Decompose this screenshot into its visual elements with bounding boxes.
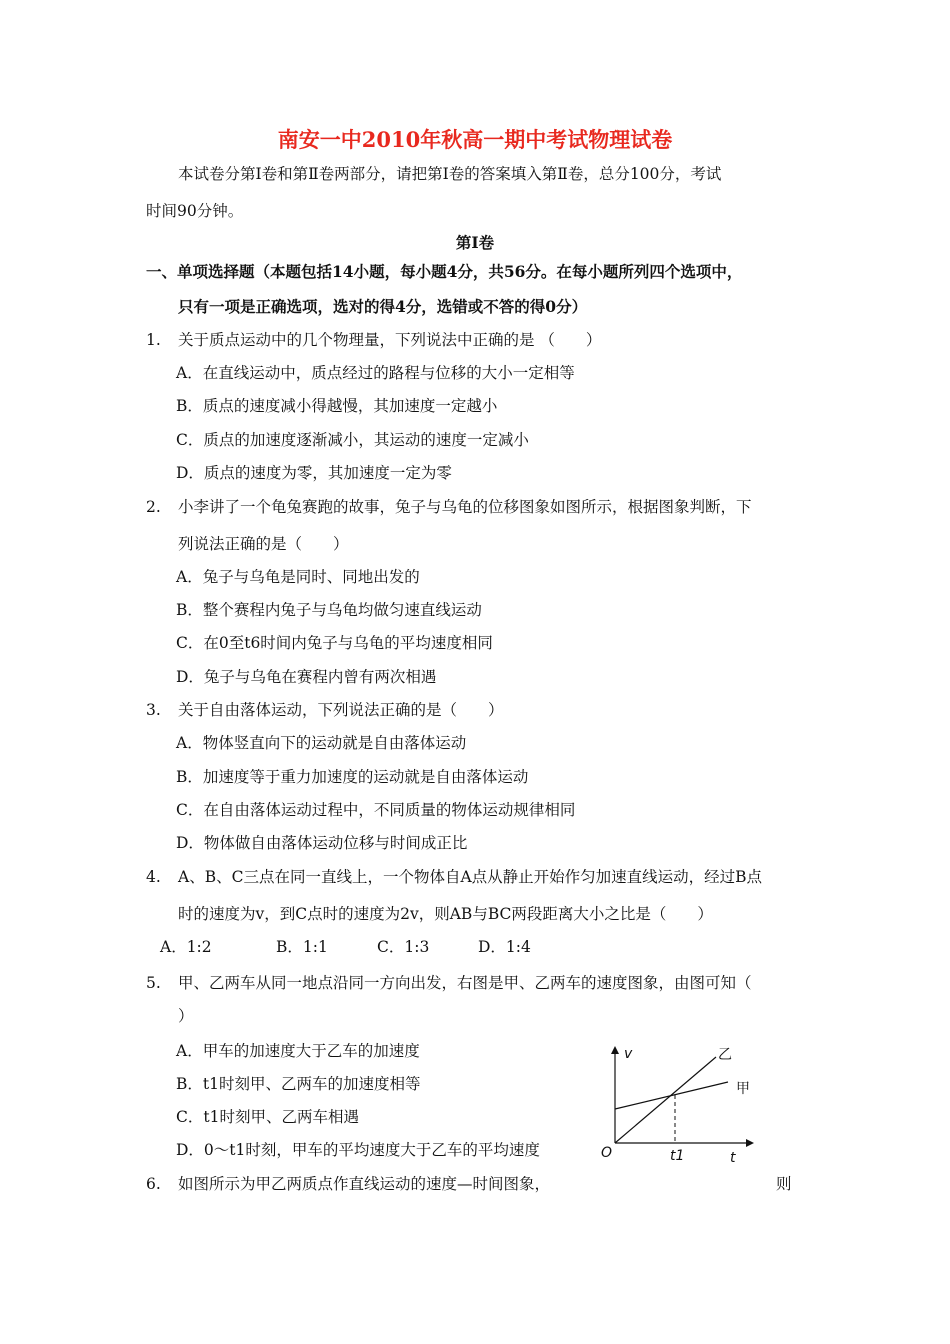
question-5-stem-line-2: ）: [178, 1007, 194, 1025]
line-jia-label: 甲: [736, 1081, 750, 1097]
question-3-option-a: A．物体竖直向下的运动就是自由落体运动: [176, 734, 467, 752]
origin-label: O: [601, 1145, 613, 1161]
question-1-option-a: A．在直线运动中，质点经过的路程与位移的大小一定相等: [176, 364, 575, 382]
question-2-stem-line-1: 小李讲了一个龟兔赛跑的故事，兔子与乌龟的位移图象如图所示，根据图象判断，下: [178, 498, 752, 516]
t-axis-label: t: [730, 1150, 736, 1166]
intro-line-1: 本试卷分第Ⅰ卷和第Ⅱ卷两部分，请把第Ⅰ卷的答案填入第Ⅱ卷，总分100分，考试: [178, 165, 722, 183]
question-5-stem-line-1: 甲、乙两车从同一地点沿同一方向出发，右图是甲、乙两车的速度图象，由图可知（: [178, 974, 752, 992]
question-1-number: 1.: [146, 331, 161, 349]
question-6-number: 6.: [146, 1175, 161, 1193]
question-3-option-d: D．物体做自由落体运动位移与时间成正比: [176, 834, 468, 852]
question-4-stem-line-1: A、B、C三点在同一直线上，一个物体自A点从静止开始作匀加速直线运动，经过B点: [178, 868, 763, 886]
question-4-number: 4.: [146, 868, 161, 886]
v-axis-label: v: [624, 1046, 633, 1062]
t1-label: t1: [670, 1148, 685, 1164]
question-1-option-d: D．质点的速度为零，其加速度一定为零: [176, 464, 452, 482]
question-6-stem: 如图所示为甲乙两质点作直线运动的速度—时间图象，: [178, 1175, 551, 1193]
question-5-option-a: A．甲车的加速度大于乙车的加速度: [176, 1042, 420, 1060]
question-4-option-c: C．1:3: [377, 938, 430, 956]
question-2-stem-line-2: 列说法正确的是（ ）: [178, 535, 349, 553]
v-axis-arrow: [611, 1046, 619, 1054]
question-4-option-d: D．1:4: [478, 938, 531, 956]
question-1-option-b: B．质点的速度减小得越慢，其加速度一定越小: [176, 397, 498, 415]
line-yi-label: 乙: [718, 1047, 732, 1063]
velocity-time-graph: [598, 1040, 758, 1170]
question-6-stem-end: 则: [776, 1175, 792, 1193]
section-1-heading-line-2: 只有一项是正确选项，选对的得4分，选错或不答的得0分）: [178, 297, 588, 316]
line-yi: [615, 1057, 716, 1143]
question-3-stem: 关于自由落体运动，下列说法正确的是（ ）: [178, 701, 504, 719]
question-2-number: 2.: [146, 498, 161, 516]
question-5-option-b: B．t1时刻甲、乙两车的加速度相等: [176, 1075, 421, 1093]
question-2-option-d: D．兔子与乌龟在赛程内曾有两次相遇: [176, 668, 437, 686]
question-5-option-c: C．t1时刻甲、乙两车相遇: [176, 1108, 359, 1126]
question-2-option-a: A．兔子与乌龟是同时、同地出发的: [176, 568, 420, 586]
question-3-number: 3.: [146, 701, 161, 719]
question-1-stem: 关于质点运动中的几个物理量，下列说法中正确的是 （ ）: [178, 331, 602, 349]
t-axis-arrow: [746, 1139, 754, 1147]
question-2-option-b: B．整个赛程内兔子与乌龟均做匀速直线运动: [176, 601, 482, 619]
question-4-option-a: A．1:2: [160, 938, 212, 956]
section-1-heading-line-1: 一、单项选择题（本题包括14小题，每小题4分，共56分。在每小题所列四个选项中，: [146, 262, 743, 281]
question-4-stem-line-2: 时的速度为v，到C点时的速度为2v，则AB与BC两段距离大小之比是（ ）: [178, 905, 713, 923]
intro-line-2: 时间90分钟。: [146, 202, 244, 220]
question-3-option-b: B．加速度等于重力加速度的运动就是自由落体运动: [176, 768, 529, 786]
question-4-option-b: B．1:1: [276, 938, 328, 956]
question-5-option-d: D．0～t1时刻，甲车的平均速度大于乙车的平均速度: [176, 1141, 540, 1159]
part-1-heading: 第Ⅰ卷: [455, 233, 495, 252]
exam-title: 南安一中2010年秋高一期中考试物理试卷: [277, 127, 673, 152]
question-1-option-c: C．质点的加速度逐渐减小，其运动的速度一定减小: [176, 431, 529, 449]
question-5-number: 5.: [146, 974, 161, 992]
line-jia: [615, 1082, 728, 1109]
question-2-option-c: C．在0至t6时间内兔子与乌龟的平均速度相同: [176, 634, 493, 652]
question-3-option-c: C．在自由落体运动过程中，不同质量的物体运动规律相同: [176, 801, 576, 819]
